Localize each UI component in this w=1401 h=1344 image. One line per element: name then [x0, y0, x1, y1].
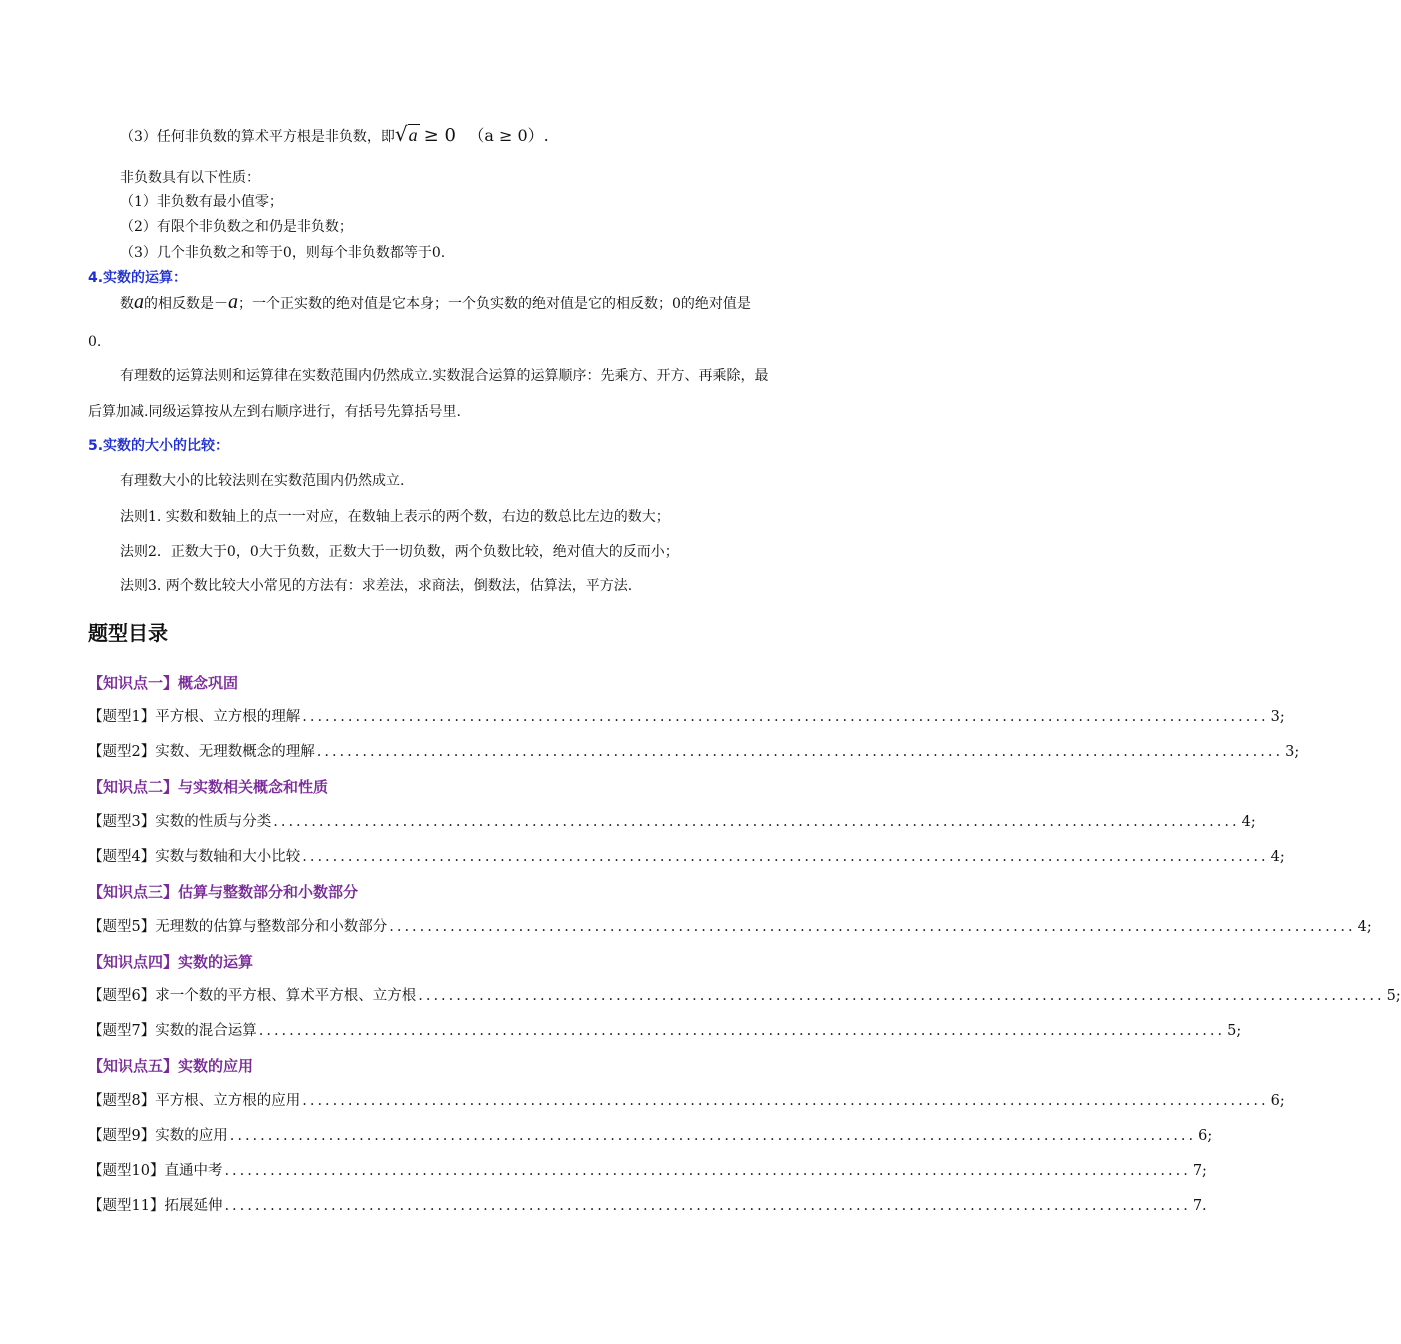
toc-entry-10[interactable]	[88, 1160, 1207, 1182]
sqrt-radicand: a	[408, 125, 418, 145]
section-4-line-1-end: 0.	[88, 334, 102, 350]
toc-page-number: 6;	[1198, 1128, 1213, 1144]
toc-leader-dots: ...............................................................................................................................	[302, 849, 1269, 865]
toc-leader-dots: ...............................................................................................................................	[302, 1093, 1269, 1109]
section-4-line-1	[120, 292, 751, 314]
section-4-line-2: 有理数的运算法则和运算律在实数范围内仍然成立.实数混合运算的运算顺序：先乘方、开方、再乘除，最	[120, 368, 769, 384]
section-4-line-3: 后算加减.同级运算按从左到右顺序进行，有括号先算括号里.	[88, 404, 461, 420]
toc-entry-label: 【题型6】求一个数的平方根、算术平方根、立方根	[88, 988, 417, 1004]
property-3-text: （3）任何非负数的算术平方根是非负数，即	[120, 129, 395, 145]
toc-entry-8[interactable]	[88, 1090, 1285, 1112]
toc-page-number: 4;	[1241, 814, 1256, 830]
section-5-line-3: 法则2．正数大于0，0大于负数，正数大于一切负数，两个负数比较，绝对值大的反而小；	[120, 544, 679, 560]
toc-entry-label: 【题型3】实数的性质与分类	[88, 814, 272, 830]
toc-entry-label: 【题型5】无理数的估算与整数部分和小数部分	[88, 919, 388, 935]
toc-entry-4[interactable]	[88, 846, 1285, 868]
toc-page-number: 4;	[1270, 849, 1285, 865]
toc-leader-dots: ...............................................................................................................................	[258, 1023, 1226, 1039]
toc-title: 题型目录	[88, 621, 168, 645]
toc-entry-label: 【题型1】平方根、立方根的理解	[88, 709, 301, 725]
s4-var-a: a	[134, 291, 144, 313]
toc-page-number: 4;	[1357, 919, 1372, 935]
toc-page-number: 3;	[1270, 709, 1285, 725]
toc-leader-dots: ...............................................................................................................................	[229, 1128, 1197, 1144]
toc-leader-dots: ...............................................................................................................................	[302, 709, 1269, 725]
toc-page-number: 3;	[1285, 744, 1300, 760]
toc-entry-3[interactable]	[88, 811, 1256, 833]
toc-page-number: 5;	[1227, 1023, 1242, 1039]
property-item-1: （1）非负数有最小值零；	[120, 194, 283, 210]
toc-entry-5[interactable]	[88, 916, 1372, 938]
property-3-line	[120, 124, 549, 147]
section-5-heading: 5.实数的大小的比较：	[88, 438, 230, 454]
knowledge-point-5[interactable]: 【知识点五】实数的应用	[88, 1057, 254, 1075]
section-4-heading: 4.实数的运算：	[88, 270, 188, 286]
properties-intro: 非负数具有以下性质：	[120, 170, 260, 186]
toc-entry-label: 【题型11】拓展延伸	[88, 1198, 223, 1214]
property-item-2: （2）有限个非负数之和仍是非负数；	[120, 219, 353, 235]
s4-text-b: 的相反数是－	[144, 296, 228, 312]
s4-text-c: ；一个正实数的绝对值是它本身；一个负实数的绝对值是它的相反数；0的绝对值是	[238, 296, 751, 312]
toc-leader-dots: ...............................................................................................................................	[316, 744, 1284, 760]
toc-page-number: 7;	[1192, 1163, 1207, 1179]
toc-entry-label: 【题型10】直通中考	[88, 1163, 223, 1179]
s4-var-a-2: a	[228, 291, 238, 313]
toc-entry-label: 【题型4】实数与数轴和大小比较	[88, 849, 301, 865]
toc-entry-1[interactable]	[88, 706, 1285, 728]
section-5-line-2: 法则1. 实数和数轴上的点一一对应，在数轴上表示的两个数，右边的数总比左边的数大；	[120, 509, 670, 525]
knowledge-point-4[interactable]: 【知识点四】实数的运算	[88, 953, 254, 971]
toc-entry-6[interactable]	[88, 985, 1401, 1007]
toc-entry-label: 【题型9】实数的应用	[88, 1128, 228, 1144]
toc-leader-dots: ...............................................................................................................................	[418, 988, 1385, 1004]
toc-entry-label: 【题型2】实数、无理数概念的理解	[88, 744, 315, 760]
section-5-line-1: 有理数大小的比较法则在实数范围内仍然成立.	[120, 473, 405, 489]
formula-condition: （a ≥ 0）.	[468, 126, 549, 145]
formula-main: ≥ 0	[423, 125, 456, 146]
knowledge-point-1[interactable]: 【知识点一】概念巩固	[88, 674, 239, 692]
toc-leader-dots: ...............................................................................................................................	[224, 1163, 1191, 1179]
toc-page-number: 7.	[1192, 1198, 1207, 1214]
toc-page-number: 5;	[1386, 988, 1401, 1004]
s4-text-a: 数	[120, 296, 134, 312]
section-5-line-4: 法则3. 两个数比较大小常见的方法有：求差法，求商法，倒数法，估算法，平方法.	[120, 578, 633, 594]
toc-leader-dots: ...............................................................................................................................	[224, 1198, 1191, 1214]
toc-entry-label: 【题型8】平方根、立方根的应用	[88, 1093, 301, 1109]
knowledge-point-3[interactable]: 【知识点三】估算与整数部分和小数部分	[88, 883, 359, 901]
toc-leader-dots: ...............................................................................................................................	[273, 814, 1240, 830]
toc-page-number: 6;	[1270, 1093, 1285, 1109]
toc-leader-dots: ...............................................................................................................................	[389, 919, 1356, 935]
knowledge-point-2[interactable]: 【知识点二】与实数相关概念和性质	[88, 778, 329, 796]
toc-entry-2[interactable]	[88, 741, 1300, 763]
toc-entry-7[interactable]	[88, 1020, 1242, 1042]
property-item-3: （3）几个非负数之和等于0，则每个非负数都等于0.	[120, 245, 446, 261]
sqrt-formula: √a	[394, 122, 418, 146]
toc-entry-11[interactable]	[88, 1195, 1207, 1217]
toc-entry-9[interactable]	[88, 1125, 1213, 1147]
toc-entry-label: 【题型7】实数的混合运算	[88, 1023, 257, 1039]
